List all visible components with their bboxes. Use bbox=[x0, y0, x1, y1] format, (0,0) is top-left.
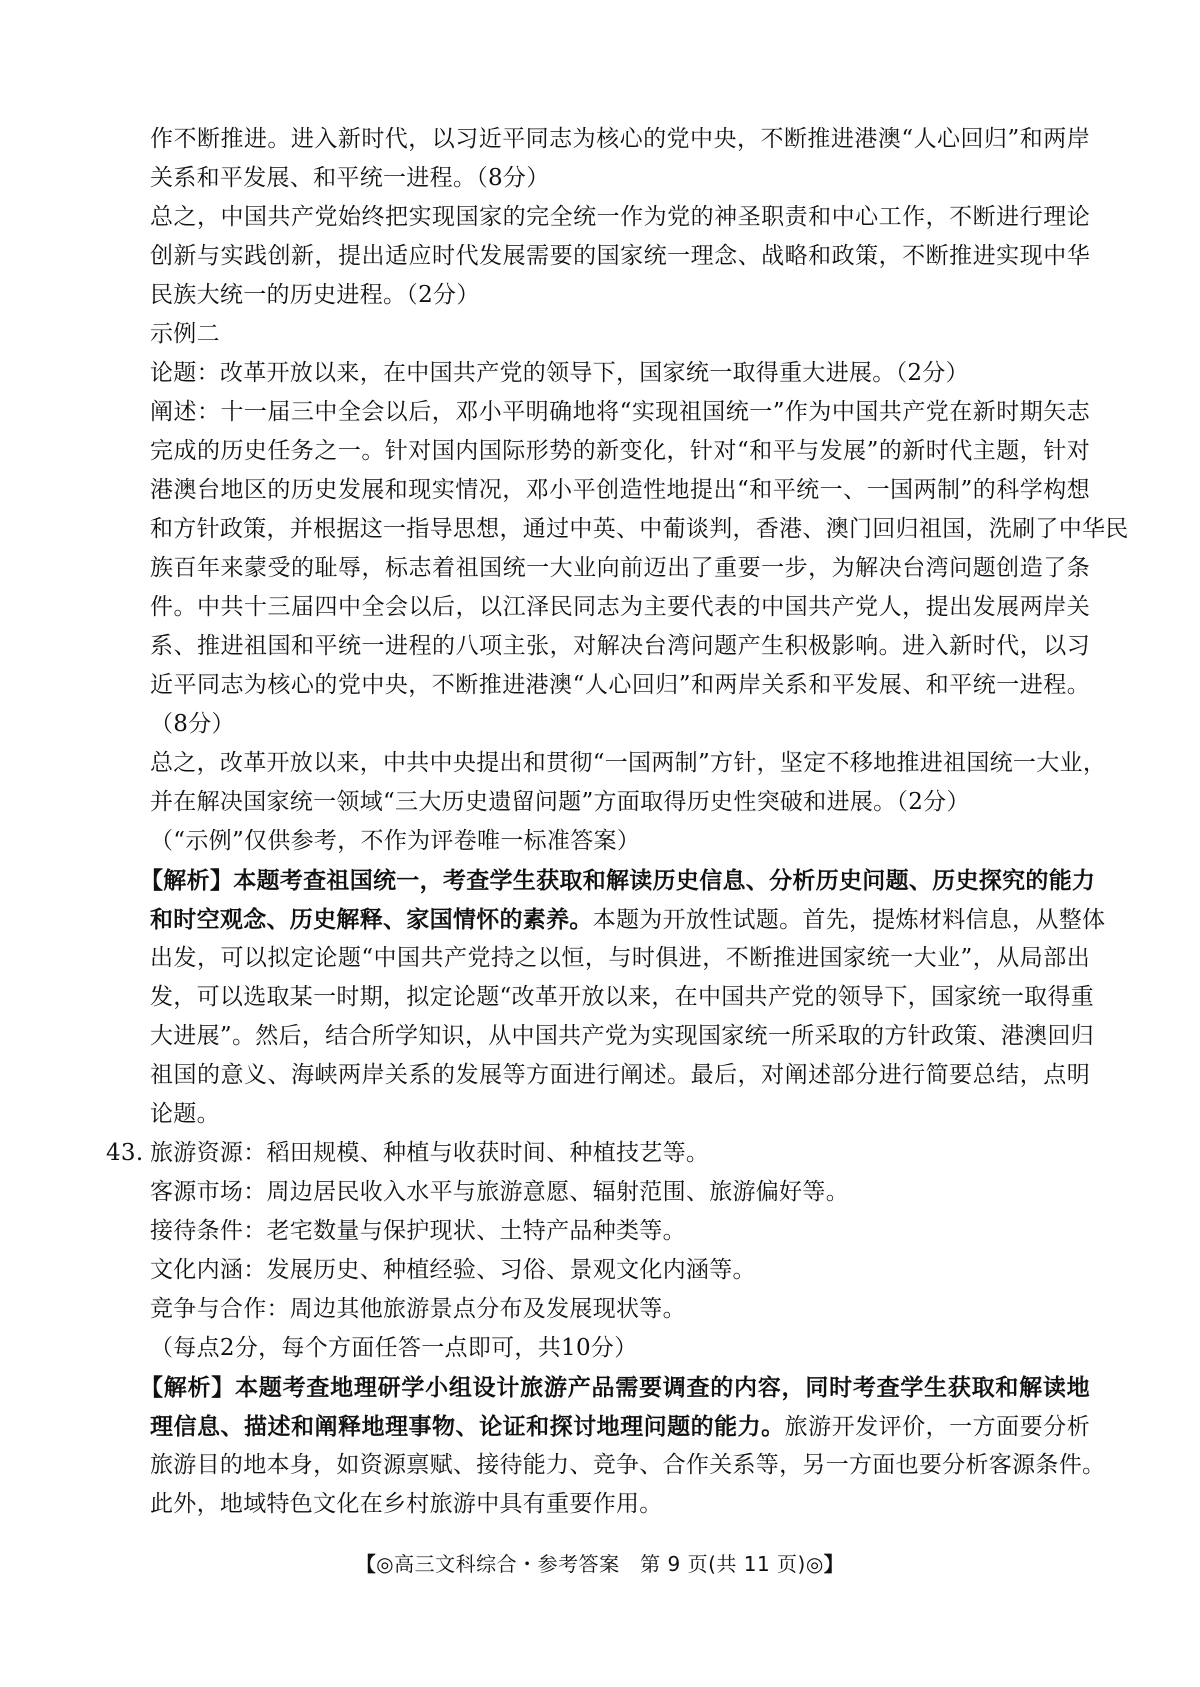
text-line: 论题：改革开放以来，在中国共产党的领导下，国家统一取得重大进展。（2分） bbox=[150, 360, 969, 386]
text-line: 和方针政策，并根据这一指导思想，通过中英、中葡谈判，香港、澳门回归祖国，洗刷了中华民 bbox=[150, 516, 1129, 542]
analysis-line: 此外，地域特色文化在乡村旅游中具有重要作用。 bbox=[150, 1491, 663, 1517]
page-content bbox=[106, 120, 1129, 1524]
question-number: 43. bbox=[106, 1140, 144, 1166]
footer-text: 高三文科综合・参考答案 第 9 页(共 11 页) bbox=[394, 1552, 806, 1576]
text-line: 作不断推进。进入新时代，以习近平同志为核心的党中央，不断推进港澳“人心回归”和两岸 bbox=[150, 126, 1090, 152]
text-line: （8分） bbox=[150, 711, 235, 737]
text-line: （“示例”仅供参考，不作为评卷唯一标准答案） bbox=[150, 828, 641, 854]
text-line: 总之，改革开放以来，中共中央提出和贯彻“一国两制”方针，坚定不移地推进祖国统一大业， bbox=[150, 750, 1107, 776]
text-line: 关系和平发展、和平统一进程。（8分） bbox=[150, 165, 550, 191]
answer-line: 客源市场：周边居民收入水平与旅游意愿、辐射范围、旅游偏好等。 bbox=[150, 1179, 849, 1205]
analysis-line bbox=[140, 861, 1096, 900]
analysis-bold-text: 本题考查地理研学小组设计旅游产品需要调查的内容，同时考查学生获取和解读地 bbox=[235, 1374, 1090, 1401]
text-line: 民族大统一的历史进程。（2分） bbox=[150, 282, 480, 308]
page-footer bbox=[0, 1548, 1200, 1577]
analysis-line: 出发，可以拟定论题“中国共产党持之以恒，与时俱进，不断推进国家统一大业”，从局部出 bbox=[150, 945, 1090, 971]
text-line: 创新与实践创新，提出适应时代发展需要的国家统一理念、战略和政策，不断推进实现中华 bbox=[150, 243, 1090, 269]
analysis-text: 旅游开发评价，一方面要分析 bbox=[784, 1414, 1090, 1440]
analysis-line: 祖国的意义、海峡两岸关系的发展等方面进行阐述。最后，对阐述部分进行简要总结，点明 bbox=[150, 1062, 1090, 1088]
footer-open-mark: 【◎ bbox=[355, 1552, 395, 1576]
analysis-line: 发，可以选取某一时期，拟定论题“改革开放以来，在中国共产党的领导下，国家统一取得重 bbox=[150, 984, 1095, 1010]
answer-text: 旅游资源：稻田规模、种植与收获时间、种植技艺等。 bbox=[150, 1140, 710, 1166]
analysis-line bbox=[150, 1407, 1090, 1446]
analysis-tag: 【解析】 bbox=[140, 867, 234, 894]
analysis-line: 大进展”。然后，结合所学知识，从中国共产党为实现国家统一所采取的方针政策、港澳回归 bbox=[150, 1023, 1095, 1049]
text-line: 完成的历史任务之一。针对国内国际形势的新变化，针对“和平与发展”的新时代主题，针对 bbox=[150, 438, 1090, 464]
footer-close-mark: ◎】 bbox=[805, 1552, 845, 1576]
text-line: 阐述：十一届三中全会以后，邓小平明确地将“实现祖国统一”作为中国共产党在新时期矢志 bbox=[150, 399, 1090, 425]
text-line: 族百年来蒙受的耻辱，标志着祖国统一大业向前迈出了重要一步，为解决台湾问题创造了条 bbox=[150, 555, 1090, 581]
text-line: 并在解决国家统一领域“三大历史遗留问题”方面取得历史性突破和进展。（2分） bbox=[150, 789, 970, 815]
analysis-tag: 【解析】 bbox=[140, 1374, 236, 1401]
analysis-bold-text: 本题考查祖国统一，考查学生获取和解读历史信息、分析历史问题、历史探究的能力 bbox=[233, 867, 1096, 894]
scoring-note: （每点2分，每个方面任答一点即可，共10分） bbox=[150, 1335, 638, 1361]
answer-line: 文化内涵：发展历史、种植经验、习俗、景观文化内涵等。 bbox=[150, 1257, 756, 1283]
answer-line: 竞争与合作：周边其他旅游景点分布及发展现状等。 bbox=[150, 1296, 686, 1322]
analysis-line bbox=[150, 900, 1106, 939]
text-line: 总之，中国共产党始终把实现国家的完全统一作为党的神圣职责和中心工作，不断进行理论 bbox=[150, 204, 1090, 230]
analysis-bold-text: 理信息、描述和阐释地理事物、论证和探讨地理问题的能力。 bbox=[150, 1413, 785, 1440]
text-line: 近平同志为核心的党中央，不断推进港澳“人心回归”和两岸关系和平发展、和平统一进程。 bbox=[150, 672, 1090, 698]
text-line: 系、推进祖国和平统一进程的八项主张，对解决台湾问题产生积极影响。进入新时代，以习 bbox=[150, 633, 1090, 659]
example-heading: 示例二 bbox=[150, 321, 220, 347]
text-line: 港澳台地区的历史发展和现实情况，邓小平创造性地提出“和平统一、一国两制”的科学构想 bbox=[150, 477, 1090, 503]
analysis-line bbox=[140, 1368, 1090, 1407]
analysis-line: 论题。 bbox=[150, 1101, 220, 1127]
question-43-line bbox=[106, 1134, 1090, 1173]
analysis-line: 旅游目的地本身，如资源禀赋、接待能力、竞争、合作关系等，另一方面也要分析客源条件。 bbox=[150, 1452, 1106, 1478]
answer-line: 接待条件：老宅数量与保护现状、土特产品种类等。 bbox=[150, 1218, 686, 1244]
analysis-bold-text: 和时空观念、历史解释、家国情怀的素养。 bbox=[150, 906, 593, 933]
analysis-text: 本题为开放性试题。首先，提炼材料信息，从整体 bbox=[592, 907, 1106, 933]
text-line: 件。中共十三届四中全会以后，以江泽民同志为主要代表的中国共产党人，提出发展两岸关 bbox=[150, 594, 1090, 620]
